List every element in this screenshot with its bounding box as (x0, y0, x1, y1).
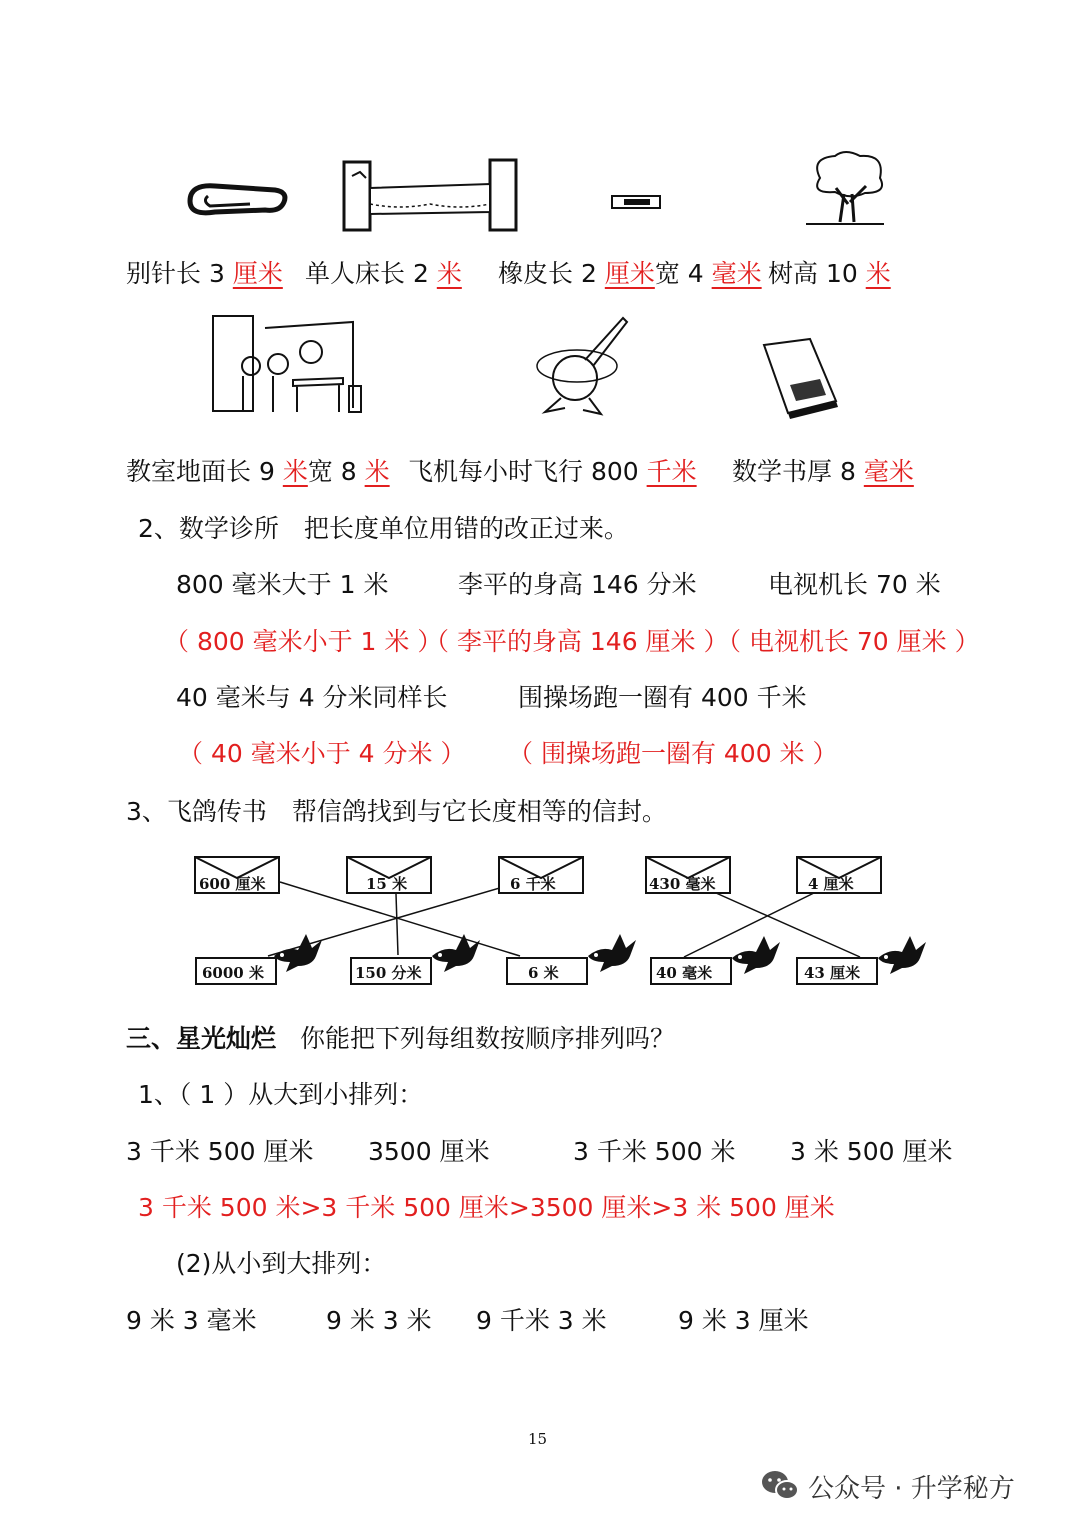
s3-q1-item: 3 米 500 厘米 (790, 1137, 953, 1166)
q2-statement: 800 毫米大于 1 米 (176, 570, 389, 599)
pigeon-icon (730, 932, 782, 976)
s3-q1-item: 3 千米 500 米 (573, 1137, 736, 1166)
tag-label: 6 米 (528, 964, 559, 982)
pigeon-icon (876, 932, 928, 976)
section3-prompt: 你能把下列每组数按顺序排列吗？ (300, 1024, 676, 1053)
q2-statement: 围操场跑一圈有 400 千米 (518, 683, 807, 712)
answer-unit: 厘米 (604, 259, 655, 288)
q2-correction: （ 800 毫米小于 1 米 ） (164, 627, 443, 656)
item-text: 别针长 3 (126, 259, 233, 288)
q2-statement: 李平的身高 146 分米 (458, 570, 697, 599)
s3-q2-item: 9 米 3 毫米 (126, 1306, 257, 1335)
envelope-label: 4 厘米 (808, 875, 854, 893)
answer-unit: 米 (865, 259, 891, 288)
envelope-label: 15 米 (366, 875, 408, 893)
item-text: 教室地面长 9 (126, 457, 283, 486)
pigeon-icon (430, 930, 482, 974)
answer-unit: 厘米 (232, 259, 283, 288)
item-text: 树高 10 (768, 259, 866, 288)
item-text: 飞机每小时飞行 800 (408, 457, 647, 486)
answer-unit: 米 (364, 457, 390, 486)
tag-label: 40 毫米 (656, 964, 713, 982)
item-text: 宽 4 (654, 259, 712, 288)
s3-q1-title: 1、（ 1 ）从大到小排列： (138, 1080, 424, 1109)
q2-correction: （ 李平的身高 146 厘米 ） (424, 627, 729, 656)
q2-statement: 40 毫米与 4 分米同样长 (176, 683, 448, 712)
s3-q1-item: 3 千米 500 厘米 (126, 1137, 314, 1166)
answer-unit: 毫米 (863, 457, 914, 486)
s3-q2-item: 9 米 3 米 (326, 1306, 432, 1335)
page-number: 15 (528, 1430, 548, 1448)
tag-label: 43 厘米 (804, 964, 861, 982)
section3-heading: 三、星光灿烂 (126, 1024, 277, 1053)
answer-unit: 米 (282, 457, 308, 486)
tag-label: 150 分米 (355, 964, 422, 982)
item-text: 单人床长 2 (305, 259, 437, 288)
section3-header (126, 1024, 675, 1054)
answer-unit: 米 (436, 259, 462, 288)
item-text: 橡皮长 2 (498, 259, 605, 288)
pigeon-icon (272, 930, 324, 974)
q2-statement: 电视机长 70 米 (768, 570, 941, 599)
item-text: 宽 8 (307, 457, 365, 486)
pigeon-icon (586, 930, 638, 974)
q3-title: 3、飞鸽传书 帮信鸽找到与它长度相等的信封。 (126, 797, 667, 826)
q2-title: 2、数学诊所 把长度单位用错的改正过来。 (138, 514, 629, 543)
s3-q2-item: 9 米 3 厘米 (678, 1306, 809, 1335)
q2-correction: （ 40 毫米小于 4 分米 ） (178, 739, 466, 768)
s3-q1-item: 3500 厘米 (368, 1137, 490, 1166)
s3-q2-title: (2)从小到大排列： (176, 1249, 387, 1278)
q2-correction: （ 围操场跑一圈有 400 米 ） (508, 739, 838, 768)
q2-correction: （ 电视机长 70 厘米 ） (716, 627, 980, 656)
envelope-label: 6 千米 (510, 875, 556, 893)
item-text: 数学书厚 8 (732, 457, 864, 486)
answer-unit: 毫米 (711, 259, 762, 288)
envelope-label: 600 厘米 (199, 875, 266, 893)
envelope-label: 430 毫米 (649, 875, 716, 893)
tag-label: 6000 米 (202, 964, 264, 982)
answer-unit: 千米 (646, 457, 697, 486)
s3-q2-item: 9 千米 3 米 (476, 1306, 607, 1335)
s3-q1-answer: 3 千米 500 米>3 千米 500 厘米>3500 厘米>3 米 500 厘米 (138, 1193, 835, 1222)
wechat-icon (760, 1468, 800, 1502)
watermark-text: 公众号 · 升学秘方 (808, 1474, 1015, 1504)
